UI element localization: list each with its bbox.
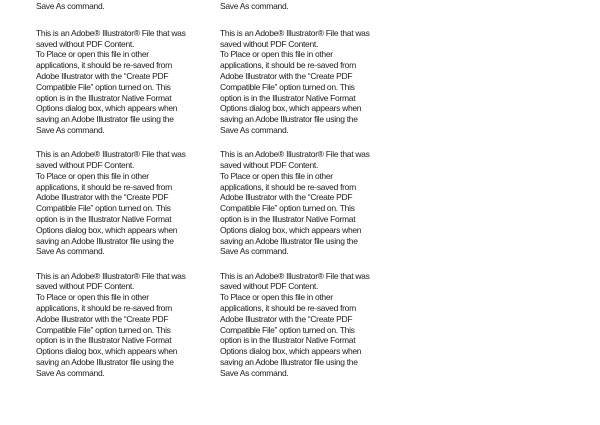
paragraph (36, 28, 214, 136)
paragraph-line: To Place or open this file in other (220, 292, 333, 303)
paragraph-line: applications, it should be re-saved from (36, 60, 172, 71)
paragraph-line: applications, it should be re-saved from (36, 302, 172, 313)
paragraph-line: Save As command. (220, 246, 289, 257)
paragraph (220, 28, 398, 136)
paragraph (220, 149, 398, 257)
paragraph-line: Adobe Illustrator with the “Create PDF (220, 313, 353, 324)
paragraph-line: To Place or open this file in other (36, 170, 149, 181)
paragraph-line: applications, it should be re-saved from (220, 60, 356, 71)
paragraph-line: option is in the Illustrator Native Format (220, 213, 356, 224)
paragraph-line: Compatible File” option turned on. This (220, 324, 355, 335)
paragraph-line: To Place or open this file in other (36, 292, 149, 303)
paragraph-line: option is in the Illustrator Native Format (36, 335, 172, 346)
text-column-right (220, 0, 398, 392)
paragraph-line: applications, it should be re-saved from (36, 181, 172, 192)
paragraph-line: saved without PDF Content. (36, 281, 135, 292)
paragraph-line: Save As command. (36, 124, 105, 135)
paragraph (36, 271, 214, 379)
paragraph-line: saving an Adobe Illustrator file using the (36, 235, 174, 246)
paragraph-line: Adobe Illustrator with the “Create PDF (220, 192, 353, 203)
paragraph-line: option is in the Illustrator Native Format (36, 213, 172, 224)
paragraph-line: This is an Adobe® Illustrator® File that was (220, 270, 370, 281)
paragraph-line: Options dialog box, which appears when (36, 103, 178, 114)
paragraph-line: option is in the Illustrator Native Format (36, 92, 172, 103)
paragraph-line: To Place or open this file in other (220, 170, 333, 181)
paragraph-line: Options dialog box, which appears when (220, 346, 362, 357)
clipped-paragraph (36, 1, 214, 12)
paragraph-line: option is in the Illustrator Native Format (220, 92, 356, 103)
paragraph-line: To Place or open this file in other (36, 49, 149, 60)
paragraph-line: This is an Adobe® Illustrator® File that was (36, 270, 186, 281)
paragraph-line: saved without PDF Content. (36, 38, 135, 49)
paragraph-line: Adobe Illustrator with the “Create PDF (36, 313, 169, 324)
paragraph-line: Save As command. (36, 246, 105, 257)
paragraph-line: Adobe Illustrator with the “Create PDF (36, 192, 169, 203)
paragraph-line: saved without PDF Content. (220, 281, 319, 292)
paragraph-line: To Place or open this file in other (220, 49, 333, 60)
paragraph-line: Adobe Illustrator with the “Create PDF (220, 70, 353, 81)
paragraph-line: Save As command. (36, 367, 105, 378)
paragraph-line: Options dialog box, which appears when (220, 103, 362, 114)
paragraph-line: Options dialog box, which appears when (36, 346, 178, 357)
paragraph-line: saved without PDF Content. (220, 159, 319, 170)
paragraph-line: Compatible File” option turned on. This (36, 81, 171, 92)
paragraph-line: Save As command. (220, 367, 289, 378)
paragraph-line: Compatible File” option turned on. This (36, 324, 171, 335)
paragraph-line: option is in the Illustrator Native Format (220, 335, 356, 346)
paragraph-line: Save As command. (220, 0, 289, 11)
paragraph-line: Save As command. (220, 124, 289, 135)
clipped-paragraph (220, 1, 398, 12)
paragraph-line: Compatible File” option turned on. This (220, 81, 355, 92)
paragraph-line: saving an Adobe Illustrator file using the (220, 114, 358, 125)
text-column-left (36, 0, 214, 392)
paragraph-line: saved without PDF Content. (36, 159, 135, 170)
paragraph-line: This is an Adobe® Illustrator® File that was (36, 149, 186, 160)
paragraph-line: saved without PDF Content. (220, 38, 319, 49)
paragraph-line: saving an Adobe Illustrator file using the (36, 114, 174, 125)
paragraph-line: This is an Adobe® Illustrator® File that was (220, 149, 370, 160)
paragraph-line: Options dialog box, which appears when (36, 224, 178, 235)
paragraph (36, 149, 214, 257)
paragraph-line: saving an Adobe Illustrator file using the (220, 356, 358, 367)
paragraph (220, 271, 398, 379)
paragraph-line: This is an Adobe® Illustrator® File that was (36, 27, 186, 38)
paragraph-line: Options dialog box, which appears when (220, 224, 362, 235)
paragraph-line: applications, it should be re-saved from (220, 302, 356, 313)
paragraph-line: saving an Adobe Illustrator file using the (220, 235, 358, 246)
paragraph-line: Adobe Illustrator with the “Create PDF (36, 70, 169, 81)
paragraph-line: This is an Adobe® Illustrator® File that was (220, 27, 370, 38)
paragraph-line: applications, it should be re-saved from (220, 181, 356, 192)
paragraph-line: saving an Adobe Illustrator file using the (36, 356, 174, 367)
paragraph-line: Save As command. (36, 0, 105, 11)
paragraph-line: Compatible File” option turned on. This (220, 203, 355, 214)
paragraph-line: Compatible File” option turned on. This (36, 203, 171, 214)
